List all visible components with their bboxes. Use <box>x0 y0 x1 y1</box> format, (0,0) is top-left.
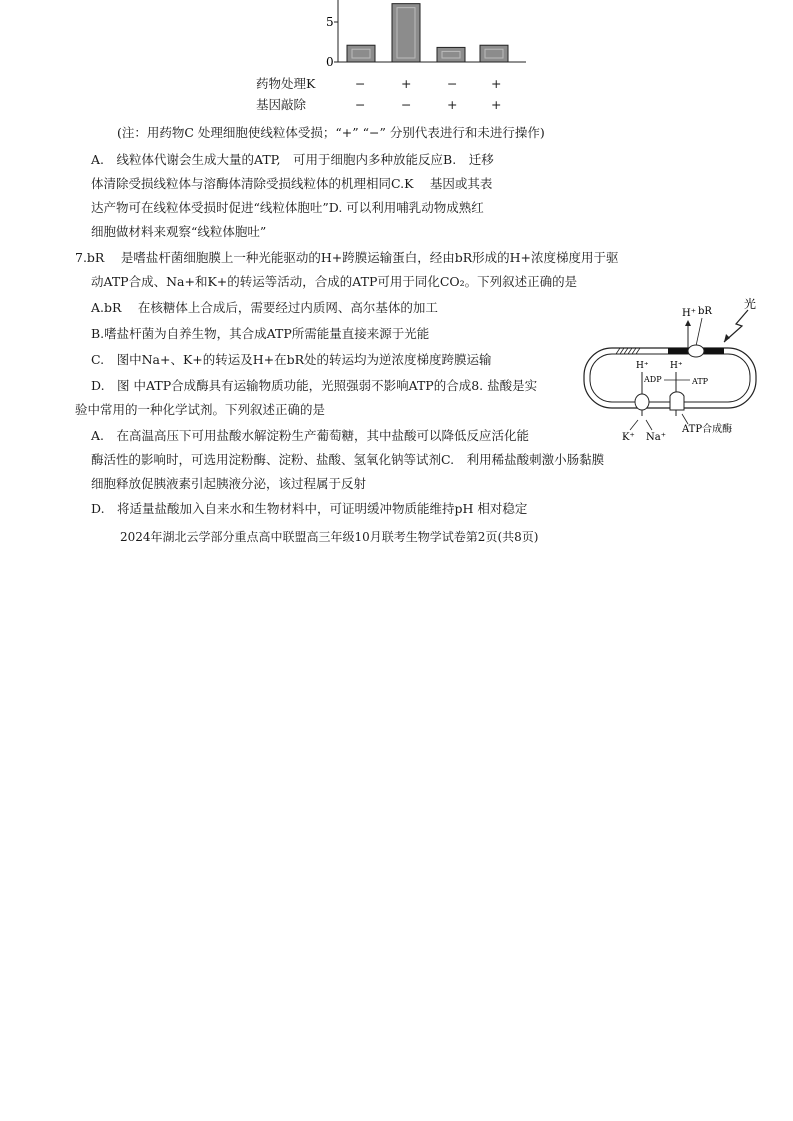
bR-label: bR <box>698 306 712 317</box>
membrane-hatch <box>616 348 640 354</box>
q6-option-line: 体清除受损线粒体与溶酶体清除受损线粒体的机理相同C.K 基因或其表 <box>91 176 493 191</box>
q7-stem-line: 7.bR 是嗜盐杆菌细胞膜上一种光能驱动的H+跨膜运输蛋白，经由bR形成的H+浓度梯度用于驱 <box>75 250 619 265</box>
q8-option-d: D. 将适量盐酸加入自来水和生物材料中，可证明缓冲物质能维持pH 相对稳定 <box>91 501 528 516</box>
q8-option-line: 酶活性的影响时，可选用淀粉酶、淀粉、盐酸、氢氧化钠等试剂C. 利用稀盐酸刺激小肠黏膜 <box>91 452 605 467</box>
row-label-gene-knockout: 基因敲除 <box>256 97 307 112</box>
h-top-label: H⁺ <box>682 308 696 319</box>
q8-stem-line: 验中常用的一种化学试剂。下列叙述正确的是 <box>75 402 326 417</box>
k-arrow <box>630 420 638 430</box>
bar-4 <box>480 45 508 62</box>
atp-synthase <box>670 392 684 410</box>
row-mark: − <box>401 97 412 112</box>
q6-option-line: 细胞做材料来观察“线粒体胞吐” <box>91 224 267 239</box>
enzyme-pointer <box>682 414 688 424</box>
q6-option-line: A. 线粒体代谢会生成大量的ATP, 可用于细胞内多种放能反应B. 迁移 <box>91 152 494 167</box>
bar-2 <box>392 4 420 62</box>
bar-3 <box>437 47 465 62</box>
halobacterium-membrane-diagram <box>578 296 768 446</box>
row-mark: − <box>355 97 366 112</box>
q7-stem-line: 动ATP合成、Na+和K+的转运等活动，合成的ATP可用于同化CO₂。下列叙述正确的是 <box>91 274 578 289</box>
k-label: K⁺ <box>622 432 635 443</box>
na-label: Na⁺ <box>646 432 666 443</box>
row-mark: + <box>491 76 502 91</box>
light-arrow-head <box>724 334 730 342</box>
q6-option-line: 达产物可在线粒体受损时促进“线粒体胞吐”D. 可以利用哺乳动物成熟红 <box>91 200 484 215</box>
row-mark: + <box>447 97 458 112</box>
page-footer: 2024年湖北云学部分重点高中联盟高三年级10月联考生物学试卷第2页(共8页) <box>120 530 539 544</box>
q7-option-b: B.嗜盐杆菌为自养生物，其合成ATP所需能量直接来源于光能 <box>91 326 430 341</box>
bar-1 <box>347 45 375 62</box>
q7-option-d: D. 图 中ATP合成酶具有运输物质功能，光照强弱不影响ATP的合成8. 盐酸是实 <box>91 378 538 393</box>
q7-option-a: A.bR 在核糖体上合成后，需要经过内质网、高尔基体的加工 <box>91 300 438 315</box>
bR-pointer <box>696 318 702 346</box>
h-out-arrowhead <box>685 320 691 326</box>
light-label: 光 <box>744 297 757 311</box>
k-na-transporter <box>635 394 649 410</box>
q7-option-c: C. 图中Na+、K+的转运及H+在bR处的转运均为逆浓度梯度跨膜运输 <box>91 352 492 367</box>
row-mark: + <box>491 97 502 112</box>
atp-label: ATP <box>692 377 709 386</box>
adp-label: ADP <box>644 375 662 384</box>
bR-protein <box>688 345 704 357</box>
row-mark: + <box>401 76 412 91</box>
h-in-label-2: H⁺ <box>670 361 683 371</box>
q8-option-line: 细胞释放促胰液素引起胰液分泌，该过程属于反射 <box>91 476 367 491</box>
q8-option-a: A. 在高温高压下可用盐酸水解淀粉生产葡萄糖，其中盐酸可以降低反应活化能 <box>91 428 530 443</box>
chart-note: (注：用药物C 处理细胞使线粒体受损；“+” “−” 分别代表进行和未进行操作) <box>117 125 545 140</box>
na-arrow <box>646 420 652 430</box>
h-in-label-1: H⁺ <box>636 361 649 371</box>
row-label-drug-k: 药物处理K <box>256 76 316 91</box>
y-tick-label: 5 <box>326 15 334 29</box>
row-mark: − <box>355 76 366 91</box>
row-mark: − <box>447 76 458 91</box>
atp-synthase-label: ATP合成酶 <box>682 424 733 435</box>
y-tick-label: 0 <box>326 55 334 69</box>
